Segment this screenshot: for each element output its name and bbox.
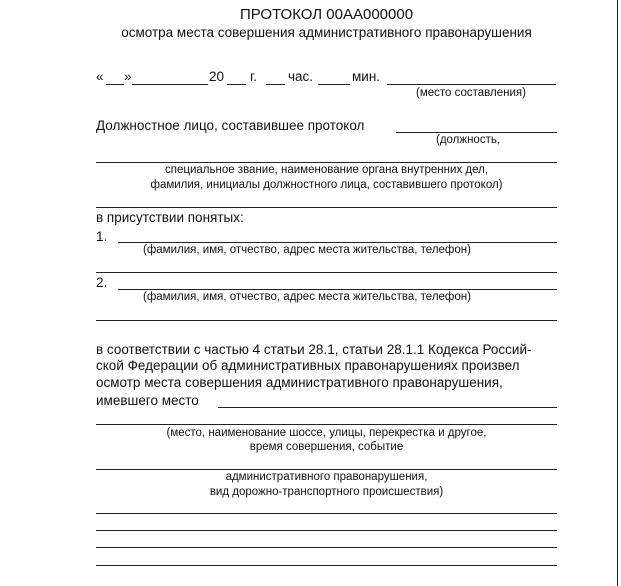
day-open-quote: « — [96, 69, 104, 84]
place-hint: (место составления) — [416, 87, 526, 99]
official-name-field[interactable] — [96, 207, 557, 208]
year-prefix: 20 — [209, 69, 225, 84]
blank-line[interactable] — [96, 547, 557, 548]
page-border — [617, 0, 618, 586]
year-field[interactable] — [227, 84, 246, 85]
day-field[interactable] — [106, 84, 124, 85]
official-hint-line2: фамилия, инициалы должностного лица, составившего протокол) — [150, 179, 503, 191]
day-close-quote: » — [124, 69, 132, 84]
document-subtitle: осмотра места совершения административного правонарушения — [121, 25, 532, 40]
body-line-1: в соответствии с частью 4 статьи 28.1, статьи 28.1.1 Кодекса Россий- — [96, 342, 532, 357]
blank-line[interactable] — [96, 565, 557, 566]
hours-field[interactable] — [266, 84, 285, 85]
body-line-2: ской Федерации об административных правонарушениях произвел — [96, 358, 520, 373]
event-hint-line1: административного правонарушения, — [225, 471, 428, 483]
witness-2-hint: (фамилия, имя, отчество, адрес места жительства, телефон) — [143, 291, 471, 303]
place-of-offense-field[interactable] — [218, 407, 557, 408]
witness-2-field-extra[interactable] — [96, 320, 557, 321]
blank-line[interactable] — [96, 530, 557, 531]
official-label: Должностное лицо, составившее протокол — [96, 118, 365, 133]
body-line-3: осмотр места совершения административного правонарушения, — [96, 375, 503, 390]
blank-line[interactable] — [96, 513, 557, 514]
hours-label: час. — [288, 69, 314, 84]
year-suffix: г. — [250, 69, 258, 84]
place-field[interactable] — [387, 84, 556, 85]
minutes-label: мин. — [352, 69, 381, 84]
official-position-hint: (должность, — [436, 134, 501, 146]
place-hint-line1: (место, наименование шоссе, улицы, перекрестка и другое, — [166, 427, 487, 439]
place-hint-line2: время совершения, событие — [249, 441, 404, 453]
witnesses-label: в присутствии понятых: — [96, 210, 244, 225]
witness-1-field-extra[interactable] — [96, 272, 557, 273]
witness-2-number: 2. — [96, 275, 108, 290]
document-title: ПРОТОКОЛ 00АА000000 — [239, 6, 414, 23]
official-hint-line1: специальное звание, наименование органа внутренних дел, — [164, 164, 489, 176]
month-field[interactable] — [132, 84, 208, 85]
event-hint-line2: вид дорожно-транспортного происшествия) — [209, 486, 444, 498]
had-place-label: имевшего место — [96, 393, 199, 408]
place-of-offense-field-2[interactable] — [96, 424, 557, 425]
witness-1-hint: (фамилия, имя, отчество, адрес места жительства, телефон) — [143, 244, 471, 256]
minutes-field[interactable] — [318, 84, 350, 85]
witness-1-number: 1. — [96, 229, 108, 244]
